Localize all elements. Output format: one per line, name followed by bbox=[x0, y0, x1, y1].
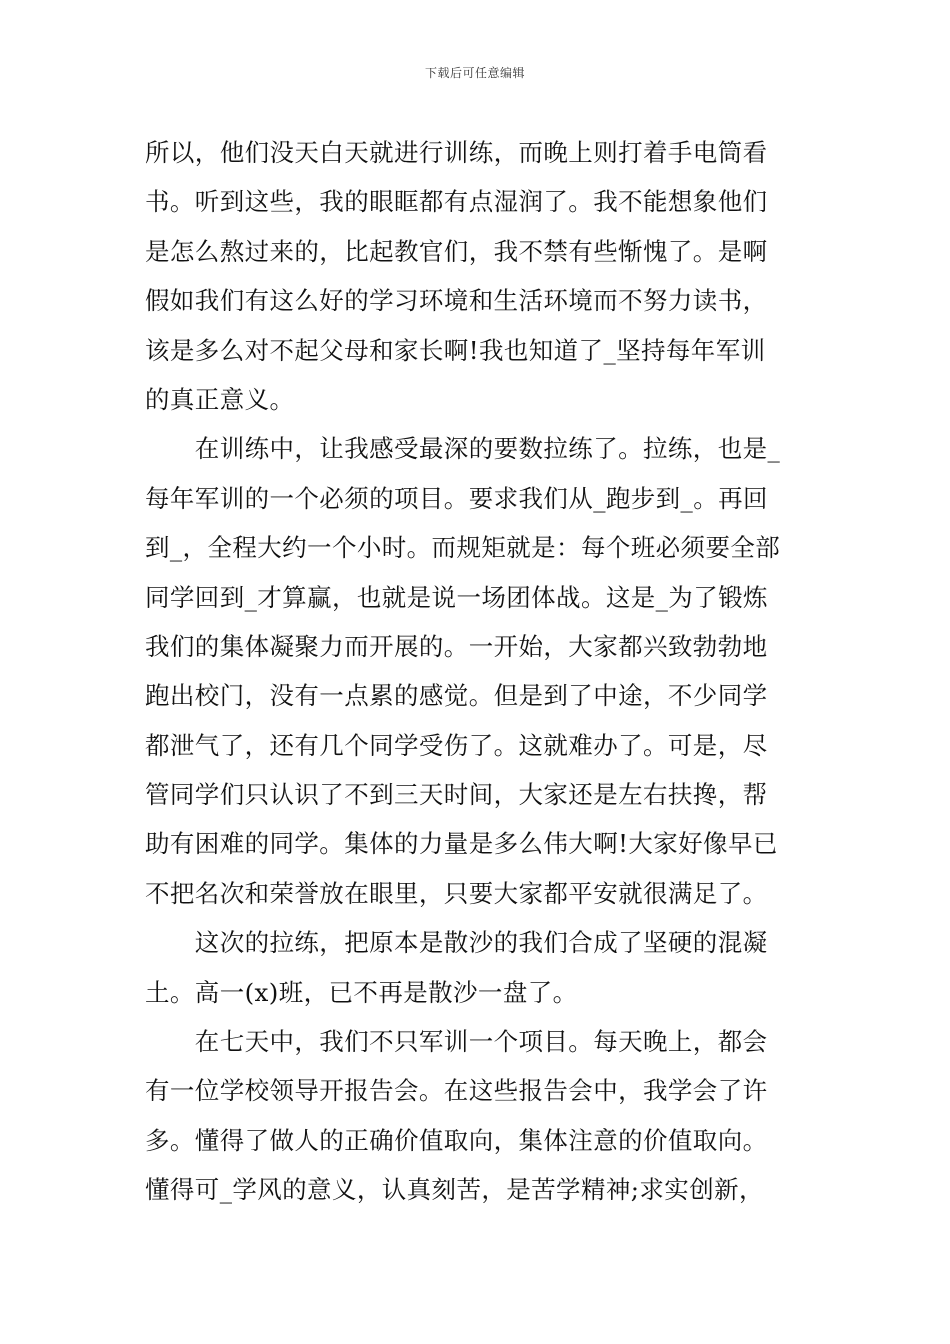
text-line: 该是多么对不起父母和家长啊!我也知道了_坚持每年军训 bbox=[145, 335, 766, 365]
text-line: 假如我们有这么好的学习环境和生活环境而不努力读书， bbox=[145, 286, 768, 316]
page-header: 下载后可任意编辑 bbox=[424, 66, 525, 80]
text-line: 的真正意义。 bbox=[145, 384, 295, 414]
text-line: 我们的集体凝聚力而开展的。一开始，大家都兴致勃勃地 bbox=[145, 631, 768, 661]
text-line: 不把名次和荣誉放在眼里，只要大家都平安就很满足了。 bbox=[145, 878, 768, 908]
text-line: 是怎么熬过来的，比起教官们，我不禁有些惭愧了。是啊 bbox=[145, 236, 768, 266]
text-line: 在训练中，让我感受最深的要数拉练了。拉练，也是_ bbox=[145, 434, 781, 464]
text-line: 多。懂得了做人的正确价值取向，集体注意的价值取向。 bbox=[145, 1125, 768, 1155]
text-line: 土。高一(x)班，已不再是散沙一盘了。 bbox=[145, 977, 578, 1007]
text-line: 有一位学校领导开报告会。在这些报告会中，我学会了许 bbox=[145, 1076, 768, 1106]
text-line: 助有困难的同学。集体的力量是多么伟大啊!大家好像早已 bbox=[145, 829, 778, 859]
text-line: 每年军训的一个必须的项目。要求我们从_跑步到_。再回 bbox=[145, 483, 768, 513]
text-line: 跑出校门，没有一点累的感觉。但是到了中途，不少同学 bbox=[145, 681, 768, 711]
text-line: 懂得可_学风的意义，认真刻苦，是苦学精神;求实创新， bbox=[145, 1175, 764, 1205]
document-body bbox=[145, 128, 815, 1215]
text-line: 在七天中，我们不只军训一个项目。每天晚上，都会 bbox=[145, 1027, 768, 1057]
text-line: 同学回到_才算赢，也就是说一场团体战。这是_为了锻炼 bbox=[145, 582, 768, 612]
text-line: 所以，他们没天白天就进行训练，而晚上则打着手电筒看 bbox=[145, 138, 768, 167]
text-line: 这次的拉练，把原本是散沙的我们合成了坚硬的混凝 bbox=[145, 928, 768, 958]
text-line: 书。听到这些，我的眼眶都有点湿润了。我不能想象他们 bbox=[145, 187, 768, 217]
text-line: 管同学们只认识了不到三天时间，大家还是左右扶搀，帮 bbox=[145, 780, 768, 810]
text-line: 都泄气了，还有几个同学受伤了。这就难办了。可是，尽 bbox=[145, 730, 768, 760]
text-line: 到_，全程大约一个小时。而规矩就是：每个班必须要全部 bbox=[145, 533, 781, 563]
